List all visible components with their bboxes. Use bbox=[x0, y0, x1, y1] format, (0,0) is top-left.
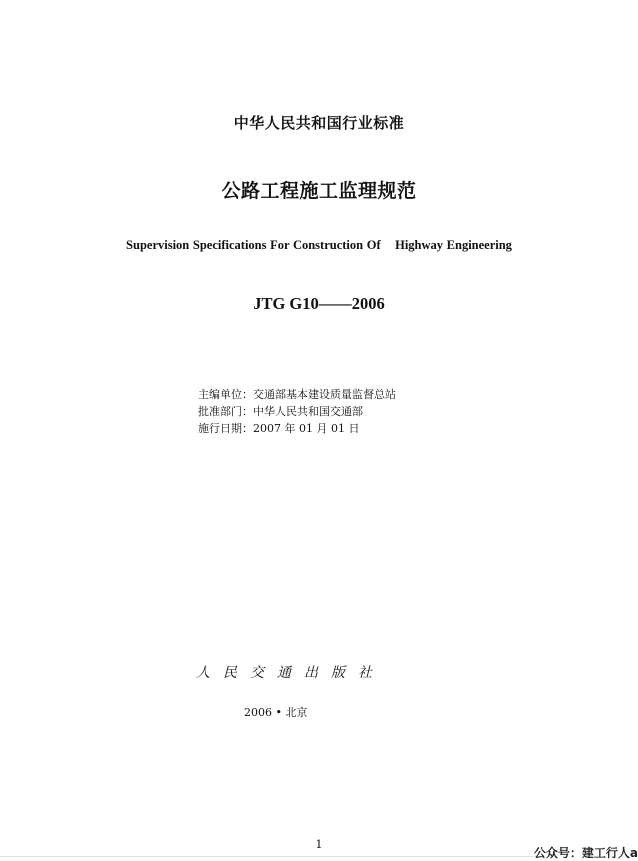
document-title-en-text: Supervision Specifications For Construction Of Highway Engineering bbox=[126, 238, 512, 252]
meta-row-approver bbox=[198, 403, 396, 420]
meta-label: 施行日期： bbox=[198, 422, 253, 435]
publication-date-place: 2006 • 北京 bbox=[244, 706, 308, 719]
meta-label: 主编单位： bbox=[198, 388, 253, 401]
document-title-cn: 公路工程施工监理规范 bbox=[221, 180, 417, 202]
meta-row-editor bbox=[198, 386, 396, 403]
meta-label: 批准部门： bbox=[198, 405, 253, 418]
publisher-name: 人民交通出版社 bbox=[196, 665, 385, 681]
watermark-text: 公众号：建工行人a bbox=[533, 846, 638, 860]
meta-row-effective-date bbox=[198, 420, 396, 437]
standard-code: JTG G10——2006 bbox=[253, 294, 385, 313]
document-title-en bbox=[0, 238, 638, 253]
meta-value: 交通部基本建设质量监督总站 bbox=[253, 388, 396, 401]
document-meta bbox=[198, 386, 396, 437]
page-number: 1 bbox=[315, 838, 323, 851]
meta-value: 中华人民共和国交通部 bbox=[253, 405, 363, 418]
meta-value: 2007 年 01 月 01 日 bbox=[253, 422, 360, 435]
industry-standard-heading: 中华人民共和国行业标准 bbox=[233, 114, 405, 132]
